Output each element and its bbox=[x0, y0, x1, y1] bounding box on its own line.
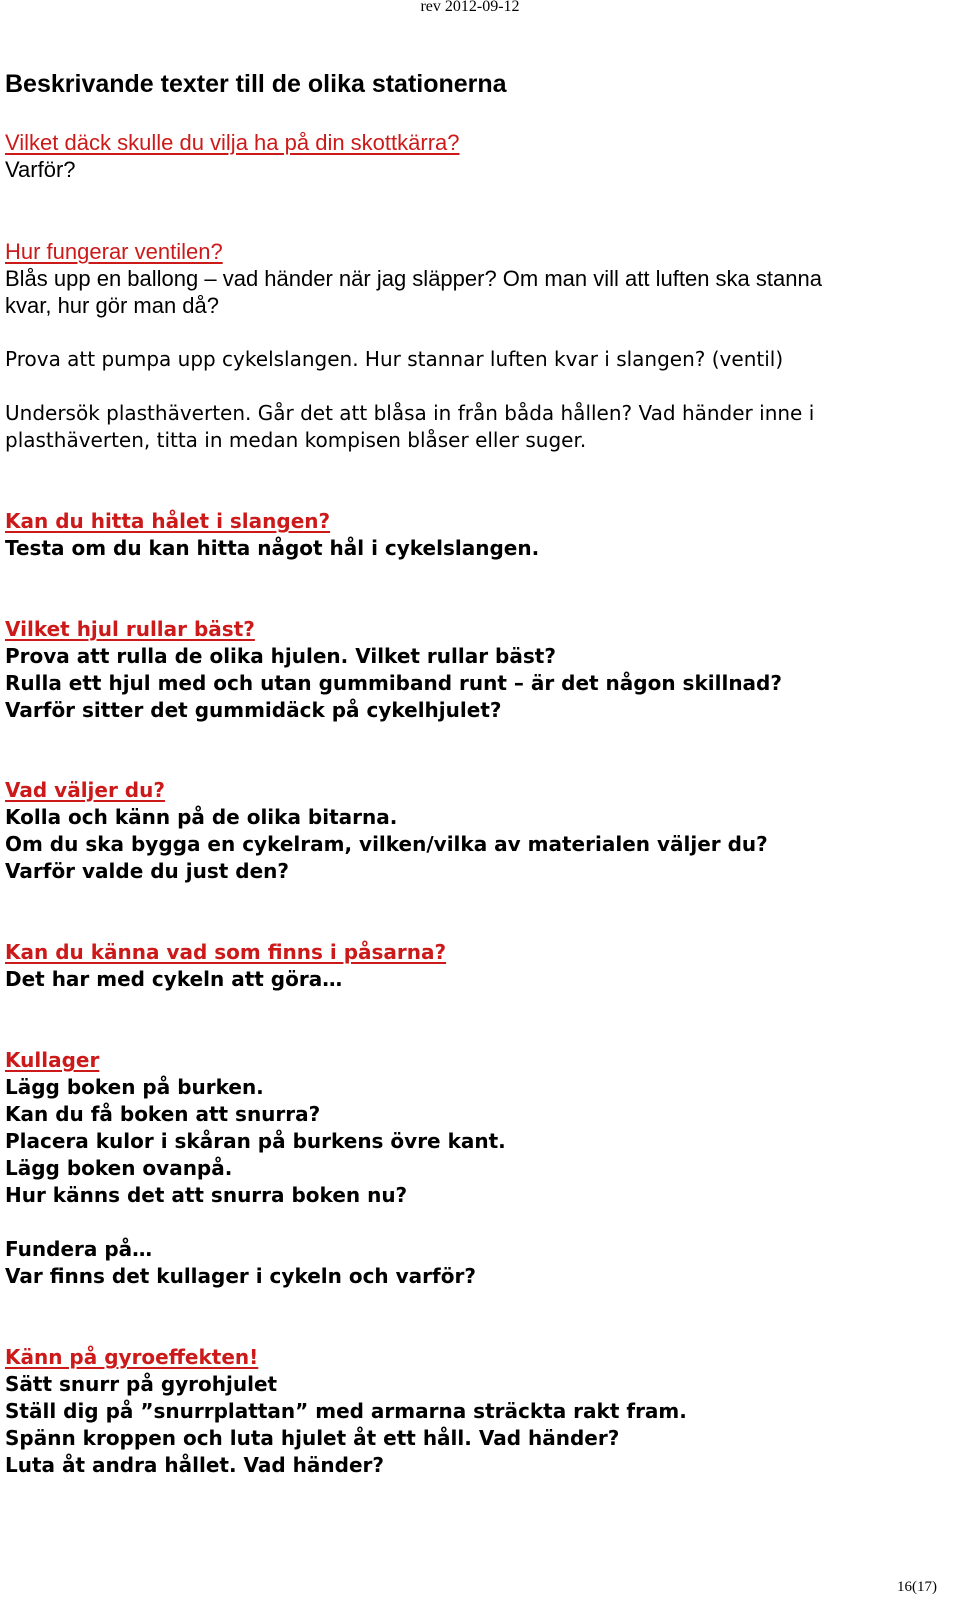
station-text: Det har med cykeln att göra… bbox=[5, 967, 343, 991]
station-heading-hole: Kan du hitta hålet i slangen? bbox=[5, 509, 331, 533]
station-text: Luta åt andra hållet. Vad händer? bbox=[5, 1453, 385, 1477]
station-text: Rulla ett hjul med och utan gummiband runt – är det någon skillnad? bbox=[5, 671, 782, 695]
station-text: plasthäverten, titta in medan kompisen blåser eller suger. bbox=[5, 428, 587, 452]
station-text: Kan du få boken att snurra? bbox=[5, 1102, 321, 1126]
station-text: Varför sitter det gummidäck på cykelhjulet? bbox=[5, 698, 502, 722]
station-text: Undersök plasthäverten. Går det att blåsa in från båda hållen? Vad händer inne i bbox=[5, 401, 815, 425]
station-text: Var finns det kullager i cykeln och varför? bbox=[5, 1264, 476, 1288]
station-text: kvar, hur gör man då? bbox=[5, 293, 220, 318]
station-text: Varför? bbox=[5, 157, 76, 182]
station-text: Blås upp en ballong – vad händer när jag släpper? Om man vill att luften ska stanna bbox=[5, 266, 822, 291]
station-text: Sätt snurr på gyrohjulet bbox=[5, 1372, 278, 1396]
revision-date: rev 2012-09-12 bbox=[420, 0, 520, 15]
station-text: Fundera på… bbox=[5, 1237, 153, 1261]
station-heading-tire: Vilket däck skulle du vilja ha på din skottkärra? bbox=[5, 130, 460, 155]
station-heading-valve: Hur fungerar ventilen? bbox=[5, 239, 223, 264]
station-text: Lägg boken ovanpå. bbox=[5, 1156, 233, 1180]
station-text: Kolla och känn på de olika bitarna. bbox=[5, 805, 398, 829]
station-text: Placera kulor i skåran på burkens övre kant. bbox=[5, 1129, 506, 1153]
station-text: Hur känns det att snurra boken nu? bbox=[5, 1183, 408, 1207]
station-text: Testa om du kan hitta något hål i cykelslangen. bbox=[5, 536, 540, 560]
station-text: Prova att rulla de olika hjulen. Vilket rullar bäst? bbox=[5, 644, 556, 668]
station-heading-material: Vad väljer du? bbox=[5, 778, 165, 802]
station-text: Varför valde du just den? bbox=[5, 859, 290, 883]
station-heading-bearing: Kullager bbox=[5, 1048, 100, 1072]
page-title: Beskrivande texter till de olika stationerna bbox=[5, 70, 507, 98]
station-heading-gyro: Känn på gyroeffekten! bbox=[5, 1345, 259, 1369]
station-text: Lägg boken på burken. bbox=[5, 1075, 264, 1099]
station-text: Ställ dig på ”snurrplattan” med armarna sträckta rakt fram. bbox=[5, 1399, 687, 1423]
station-heading-wheel: Vilket hjul rullar bäst? bbox=[5, 617, 255, 641]
station-text: Om du ska bygga en cykelram, vilken/vilka av materialen väljer du? bbox=[5, 832, 768, 856]
station-heading-bags: Kan du känna vad som finns i påsarna? bbox=[5, 940, 447, 964]
page-number: 16(17) bbox=[897, 1579, 937, 1595]
station-text: Prova att pumpa upp cykelslangen. Hur stannar luften kvar i slangen? (ventil) bbox=[5, 347, 784, 371]
station-text: Spänn kroppen och luta hjulet åt ett håll. Vad händer? bbox=[5, 1426, 620, 1450]
